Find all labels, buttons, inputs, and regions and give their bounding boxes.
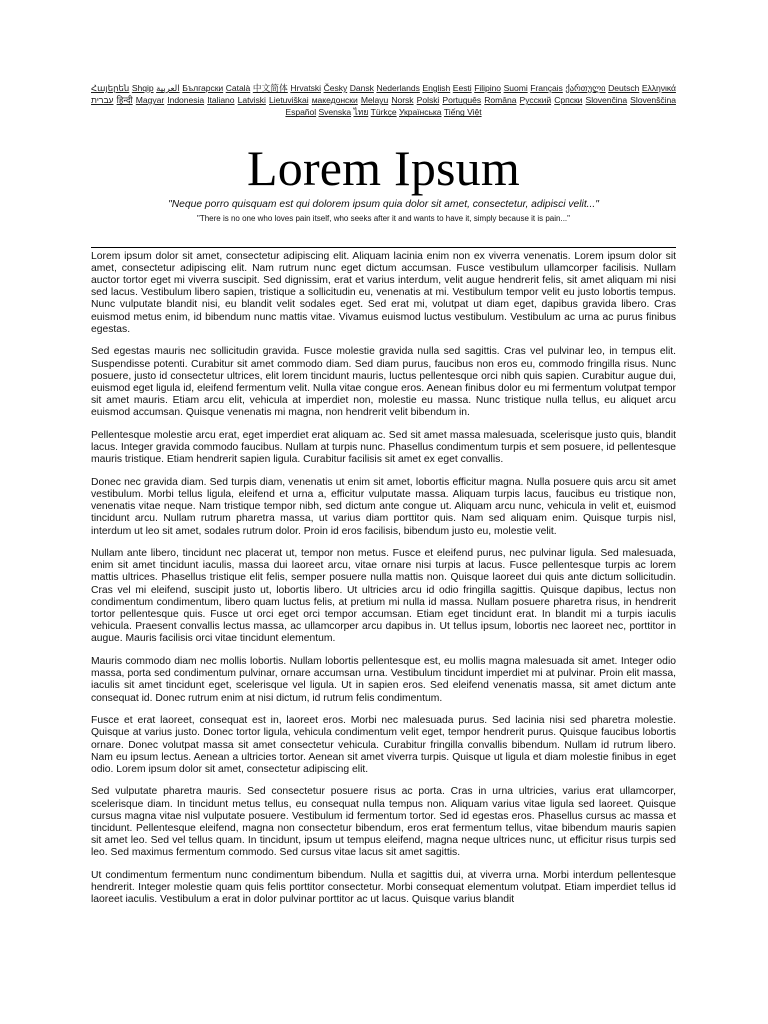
language-link[interactable]: Tiếng Việt [443, 107, 482, 118]
language-link[interactable]: ქართული [565, 83, 606, 93]
language-link[interactable]: Hrvatski [290, 83, 322, 93]
language-link[interactable]: English [422, 83, 451, 93]
language-link[interactable]: Slovenčina [585, 95, 628, 106]
language-link[interactable]: македонски [311, 95, 358, 106]
paragraph: Pellentesque molestie arcu erat, eget imperdiet erat aliquam ac. Sed sit amet massa malesuada, scelerisque justo quis, blandit lacus. Integer gravida commodo faucibus. Nullam at turpis nunc. Phasellus condimentum turpis et sem posuere, id pellentesque mauris tristique. Etiam hendrerit sapien ligula. Curabitur facilisis sit amet ex eget convallis. [91, 429, 676, 466]
document-page [91, 82, 676, 917]
language-link[interactable]: Slovenščina [630, 95, 676, 106]
paragraph: Donec nec gravida diam. Sed turpis diam, venenatis ut enim sit amet, lobortis efficitur magna. Nulla posuere quis arcu sit amet vestibulum. Morbi tellus ligula, eleifend et urna a, efficitur vulputate massa. Aliquam turpis lacus, faucibus eu tristique non, venenatis vitae neque. Nam tristique tempor nibh, sed dictum ante congue ut. Aliquam arcu nunc, vehicula in velit et, euismod tincidunt arcu. Nullam rutrum pharetra massa, ut varius diam porttitor quis. Nam sed aliquam enim. Quisque turpis nisl, interdum ut leo sit amet, sodales rutrum dolor. Proin id eros facilisis, bibendum justo eu, molestie velit. [91, 476, 676, 537]
language-link[interactable]: Polski [416, 95, 440, 106]
language-link[interactable]: Español [285, 107, 317, 118]
language-link[interactable]: Српски [554, 95, 583, 106]
language-link[interactable]: Українська [398, 107, 442, 118]
language-link[interactable]: Català [225, 83, 251, 93]
language-link[interactable]: Italiano [207, 95, 235, 106]
language-link[interactable]: Pусский [519, 95, 552, 106]
language-link[interactable]: Português [442, 95, 482, 106]
language-link[interactable]: Norsk [391, 95, 414, 106]
language-link[interactable]: Česky [323, 83, 348, 93]
language-link[interactable]: Indonesia [167, 95, 205, 106]
language-link[interactable]: Melayu [360, 95, 389, 106]
language-link[interactable]: 中文简体 [252, 83, 288, 93]
language-link[interactable]: ไทย [353, 107, 369, 118]
english-quote: "There is no one who loves pain itself, who seeks after it and wants to have it, simply because it is pain..." [197, 213, 570, 223]
language-link[interactable]: Suomi [503, 83, 528, 93]
language-link[interactable]: Latviski [237, 95, 266, 106]
paragraph: Sed egestas mauris nec sollicitudin gravida. Fusce molestie gravida nulla sed sagittis. Cras vel pulvinar leo, in tempus elit. Suspendisse potenti. Curabitur sit amet commodo diam. Sed diam purus, faucibus non eros eu, commodo fringilla risus. Nunc posuere, justo id consectetur ultrices, elit lorem tincidunt mauris, luctus pellentesque orci nibh quis sapien. Curabitur augue dui, euismod eget ligula id, eleifend fermentum velit. Nulla vitae congue eros. Aenean finibus dolor eu mi fermentum volutpat tempor sit amet mauris. Etiam arcu elit, vehicula at imperdiet non, molestie eu massa. Nunc tristique nulla tellus, eu aliquet arcu euismod accumsan. Quisque venenatis mi magna, non hendrerit velit bibendum in. [91, 346, 676, 419]
language-link[interactable]: עברית [91, 95, 114, 106]
language-link[interactable]: Svenska [318, 107, 352, 118]
language-link[interactable]: العربية [156, 83, 180, 93]
paragraph: Mauris commodo diam nec mollis lobortis. Nullam lobortis pellentesque est, eu mollis magna malesuada sit amet. Integer odio massa, porta sed condimentum pulvinar, ornare accumsan urna. Vestibulum tincidunt imperdiet mi at pulvinar. Proin elit massa, iaculis sit amet tincidunt eget, scelerisque vel ligula. Ut in sapien eros. Sed eleifend venenatis massa, sit amet dictum ante consequat id. Donec rutrum enim at nisi dictum, id rutrum felis condimentum. [91, 655, 676, 704]
divider [91, 247, 676, 248]
language-link[interactable]: Magyar [135, 95, 165, 106]
language-link[interactable]: Eesti [452, 83, 472, 93]
language-link[interactable]: Հայերեն [91, 83, 130, 93]
language-link[interactable]: Româna [484, 95, 517, 106]
language-link[interactable]: Ελληνικά [641, 83, 676, 93]
language-link[interactable]: Shqip [131, 83, 154, 93]
latin-quote: "Neque porro quisquam est qui dolorem ipsum quia dolor sit amet, consectetur, adipisci velit..." [168, 198, 599, 210]
language-link[interactable]: Nederlands [376, 83, 420, 93]
paragraph: Ut condimentum fermentum nunc condimentum bibendum. Nulla et sagittis dui, at viverra urna. Morbi interdum pellentesque hendrerit. Integer molestie quam quis felis porttitor consectetur. Morbi consequat elementum volutpat. Etiam imperdiet tellus id laoreet iaculis. Vestibulum a erat in dolor pulvinar porttitor ac ut lacus. Quisque varius blandit [91, 869, 676, 906]
language-link[interactable]: Dansk [349, 83, 374, 93]
language-link[interactable]: Deutsch [608, 83, 640, 93]
language-link[interactable]: Български [182, 83, 224, 93]
language-link[interactable]: Français [530, 83, 563, 93]
page-title: Lorem Ipsum [247, 139, 520, 196]
paragraph: Fusce et erat laoreet, consequat est in, laoreet eros. Morbi nec malesuada purus. Sed lacinia nisi sed pharetra molestie. Quisque at varius justo. Donec tortor ligula, vehicula condimentum velit eget, tempor hendrerit purus. Quisque faucibus lobortis ornare. Donec volutpat massa sit amet consectetur vehicula. Curabitur fringilla convallis bibendum. Nullam id rutrum libero. Nam eu ipsum lectus. Aenean a ultricies tortor. Aenean sit amet viverra turpis. Quisque ut ligula et diam molestie finibus in eget odio. Lorem ipsum dolor sit amet, consectetur adipiscing elit. [91, 715, 676, 775]
language-link[interactable]: Filipino [474, 83, 502, 93]
body-text [91, 251, 676, 907]
language-selector [91, 82, 676, 119]
paragraph: Lorem ipsum dolor sit amet, consectetur adipiscing elit. Aliquam lacinia enim non ex viverra venenatis. Lorem ipsum dolor sit amet, consectetur adipiscing elit. Nam rutrum nunc eget dictum accumsan. Fusce vestibulum ullamcorper facilisis. Nullam auctor tortor eget mi viverra suscipit. Sed dignissim, erat et varius interdum, velit augue hendrerit felis, sit amet aliquam mi nisi sed lacus. Vestibulum libero sapien, tristique a sollicitudin eu, venenatis at mi. Vestibulum tempor velit eu justo lobortis tempus. Nunc vulputate blandit nisi, eu blandit velit sodales eget. Sed erat mi, volutpat ut diam eget, dapibus gravida libero. Cras euismod metus enim, id bibendum nunc mattis vitae. Vivamus euismod luctus vestibulum. Vestibulum ac urna ac purus finibus egestas. [91, 250, 676, 335]
paragraph: Sed vulputate pharetra mauris. Sed consectetur posuere risus ac porta. Cras in urna ultricies, varius erat ullamcorper, scelerisque diam. In tincidunt metus tellus, eu consequat nulla tempus non. Aliquam varius vitae ligula sed laoreet. Quisque cursus magna vitae nisl vulputate posuere. Vestibulum id fermentum tortor. Sed id egestas eros. Phasellus cursus ac massa et tincidunt. Pellentesque eleifend, magna non consectetur bibendum, eros erat fermentum tellus, vitae bibendum mauris sapien sit amet leo. Sed vel tellus quam. In tincidunt, ipsum ut tempus eleifend, magna neque ultrices nunc, ut efficitur risus turpis sed leo. Sed maximus fermentum commodo. Sed cursus vitae lacus sit amet sagittis. [91, 786, 676, 859]
language-link[interactable]: हिन्दी [116, 95, 133, 106]
language-link[interactable]: Türkçe [370, 107, 397, 118]
language-link[interactable]: Lietuviškai [269, 95, 309, 106]
paragraph: Nullam ante libero, tincidunt nec placerat ut, tempor non metus. Fusce et eleifend purus, nec pulvinar ligula. Sed malesuada, enim sit amet tincidunt iaculis, massa dui laoreet arcu, vitae ornare nisi turpis at lacus. Fusce pellentesque turpis ac lorem mattis ultrices. Phasellus tristique elit felis, semper posuere nulla mattis non. Quisque laoreet dui quis ante dictum sollicitudin. Cras vel mi eleifend, suscipit justo ut, lobortis libero. Ut ultricies arcu id odio fringilla sagittis. Quisque dapibus, lectus non condimentum condimentum, libero quam luctus felis, at pretium mi nulla id massa. Nullam posuere pharetra risus, in hendrerit tortor pellentesque quis. Fusce ut orci eget orci tempor accumsan. Etiam eget tincidunt erat. In blandit mi a turpis iaculis vehicula. Praesent convallis lectus massa, ac ullamcorper arcu dapibus in. Ut tellus ipsum, lobortis nec laoreet nec, porttitor in augue. Mauris facilisis orci vitae tincidunt elementum. [91, 548, 676, 645]
